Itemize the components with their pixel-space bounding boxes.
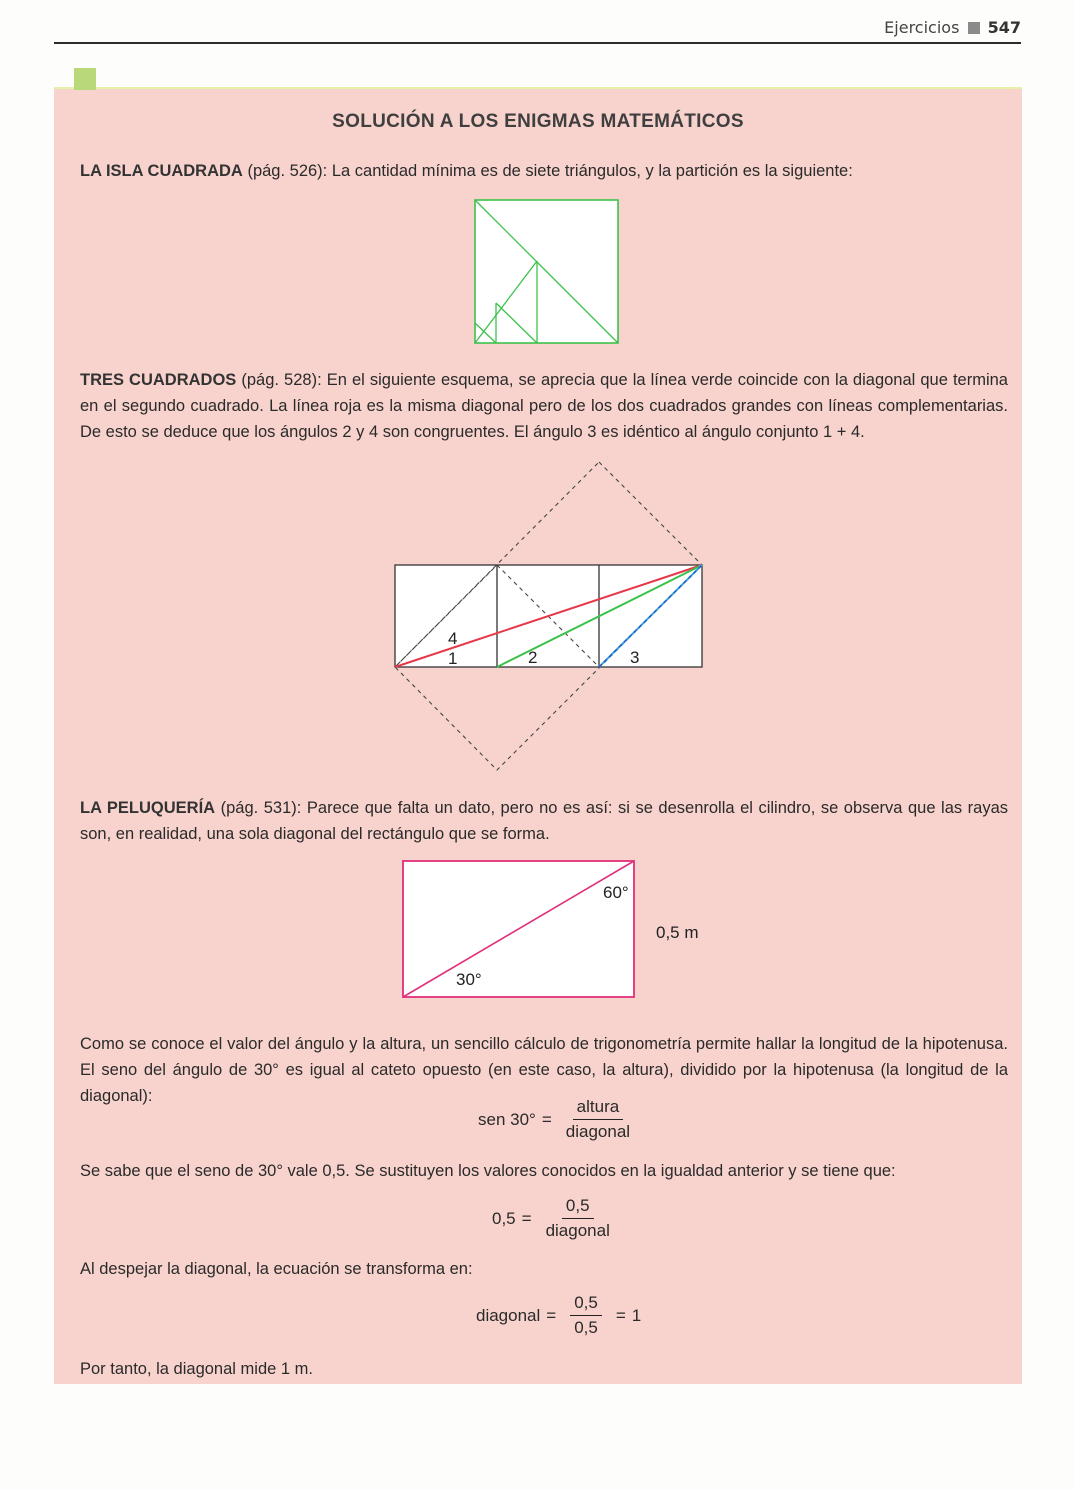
eq1-fraction <box>566 1097 630 1142</box>
three-squares-diagram <box>390 456 710 776</box>
eq2-denominator: diagonal <box>545 1221 610 1240</box>
tres-heading: TRES CUADRADOS <box>80 371 237 389</box>
angle-label-1: 1 <box>448 649 458 668</box>
square-bullet-icon <box>968 22 980 34</box>
isla-text: La cantidad mínima es de siete triángulos, y la partición es la siguiente: <box>331 162 853 180</box>
height-label: 0,5 m <box>656 923 699 942</box>
pelu-text: Parece que falta un dato, pero no es así: si se desenrolla el cilindro, se observa que las rayas son, en realidad, una sola diagonal del rectángulo que se forma. <box>80 799 1009 843</box>
eq3-equals: = <box>546 1305 557 1325</box>
isla-paragraph <box>80 158 1008 184</box>
tres-ref: (pág. 528): <box>241 371 322 389</box>
running-header <box>884 18 1021 37</box>
eq3-numerator: 0,5 <box>570 1293 602 1316</box>
eq1-numerator: altura <box>573 1097 624 1120</box>
eq3-fraction <box>570 1293 602 1338</box>
eq1-lhs: sen 30° <box>478 1109 536 1129</box>
tres-text: En el siguiente esquema, se aprecia que la línea verde coincide con la diagonal que termina en el segundo cuadrado. La línea roja es la misma diagonal pero de los dos cuadrados grandes con líneas complementarias. De esto se deduce que los ángulos 2 y 4 son congruentes. El ángulo 3 es idéntico al ángulo conjunto 1 + 4. <box>80 371 1008 441</box>
body-paragraph-4: Por tanto, la diagonal mide 1 m. <box>80 1360 313 1378</box>
body-paragraph-2: Se sabe que el seno de 30° vale 0,5. Se sustituyen los valores conocidos en la igualdad anterior y se tiene que: <box>80 1162 896 1180</box>
eq2-equals: = <box>521 1208 532 1228</box>
pelu-heading: LA PELUQUERÍA <box>80 799 216 817</box>
angle-30-label: 30° <box>456 970 482 989</box>
angle-60-label: 60° <box>603 883 629 902</box>
isla-ref: (pág. 526): <box>247 162 328 180</box>
eq1-equals: = <box>541 1109 552 1129</box>
green-tab-marker <box>74 68 96 90</box>
eq2-numerator: 0,5 <box>562 1196 594 1219</box>
rectangle-diagonal-diagram <box>400 858 720 1002</box>
angle-label-3: 3 <box>630 648 640 667</box>
tres-paragraph <box>80 367 1008 445</box>
equation-1 <box>478 1097 638 1142</box>
header-rule <box>54 42 1021 44</box>
body-paragraph-1: Como se conoce el valor del ángulo y la altura, un sencillo cálculo de trigonometría permite hallar la longitud de la hipotenusa. El seno del ángulo de 30° es igual al cateto opuesto (en este caso, la altura), dividido por la hipotenusa (la longitud de la diagonal): <box>80 1035 1008 1105</box>
isla-heading: LA ISLA CUADRADA <box>80 162 243 180</box>
square-island-diagram <box>474 199 620 345</box>
angle-label-2: 2 <box>528 648 538 667</box>
eq1-denominator: diagonal <box>565 1122 631 1141</box>
panel-top-line <box>54 87 1022 89</box>
pelu-paragraph <box>80 795 1008 847</box>
equation-2 <box>492 1196 618 1241</box>
eq3-equals-2: = <box>615 1305 626 1325</box>
eq3-result: 1 <box>631 1305 642 1325</box>
eq3-denominator: 0,5 <box>574 1318 598 1337</box>
page-number: 547 <box>987 18 1021 37</box>
eq3-lhs: diagonal <box>476 1305 541 1325</box>
section-title: SOLUCIÓN A LOS ENIGMAS MATEMÁTICOS <box>332 111 744 132</box>
eq2-fraction <box>546 1196 610 1241</box>
equation-3 <box>476 1293 641 1338</box>
angle-label-4: 4 <box>448 629 458 648</box>
eq2-lhs: 0,5 <box>492 1208 516 1228</box>
pelu-ref: (pág. 531): <box>220 799 302 817</box>
body-paragraph-3: Al despejar la diagonal, la ecuación se transforma en: <box>80 1260 473 1278</box>
section-name: Ejercicios <box>884 18 960 37</box>
